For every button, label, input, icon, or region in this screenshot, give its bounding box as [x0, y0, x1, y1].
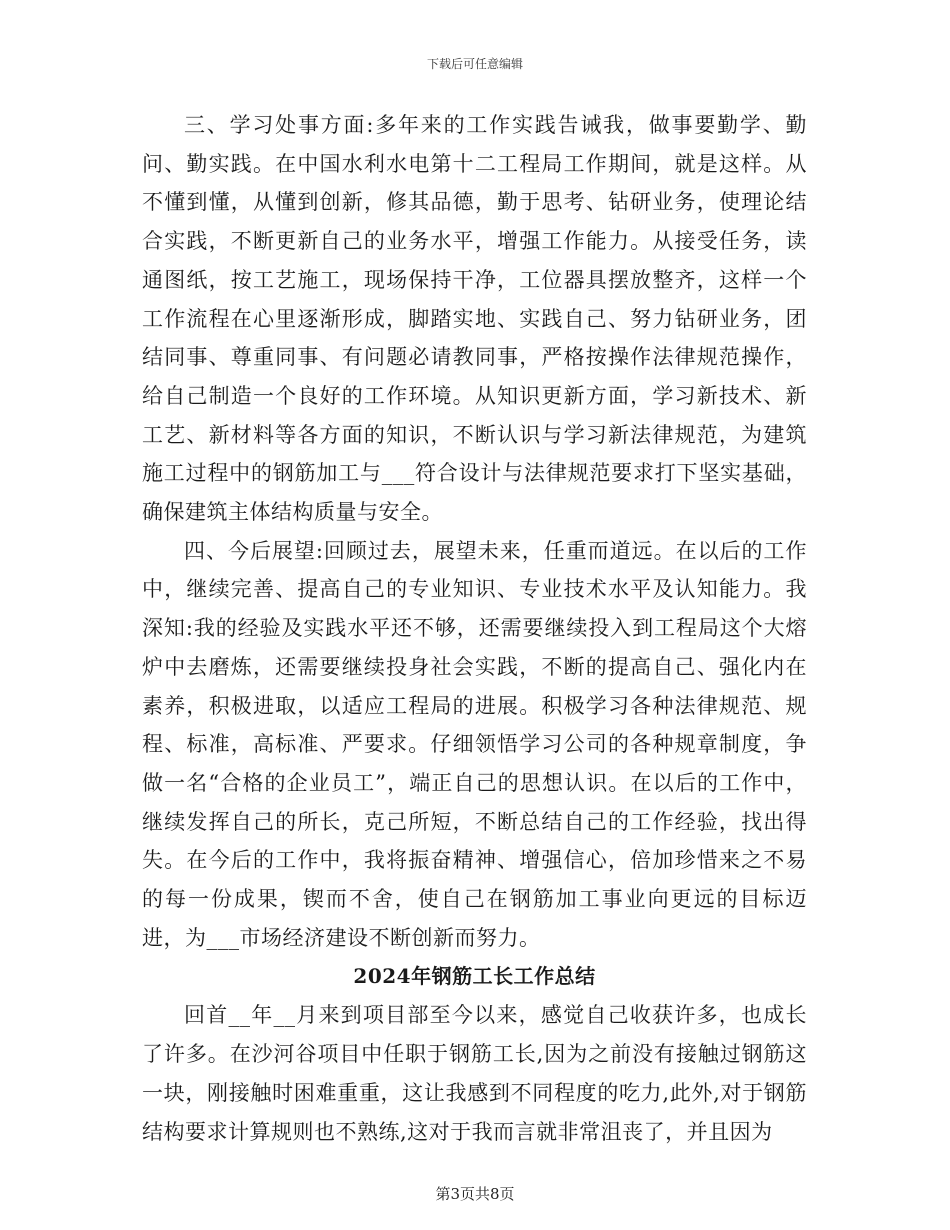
paragraph-future-outlook: 四、今后展望:回顾过去，展望未来，任重而道远。在以后的工作中，继续完善、提高自己的专业知识、专业技术水平及认知能力。我深知:我的经验及实践水平还不够，还需要继续投入到工程局这个大熔炉中去磨炼，还需要继续投身社会实践，不断的提高自己、强化内在素养，积极进取，以适应工程局的进展。积极学习各种法律规范、规程、标准，高标准、严要求。仔细领悟学习公司的各种规章制度，争做一名“合格的企业员工”，端正自己的思想认识。在以后的工作中，继续发挥自己的所长，克己所短，不断总结自己的工作经验，找出得失。在今后的工作中，我将振奋精神、增强信心，倍加珍惜来之不易的每一份成果，锲而不舍，使自己在钢筋加工事业向更远的目标迈进，为___市场经济建设不断创新而努力。: [142, 538, 807, 950]
document-body: [142, 106, 807, 1151]
paragraph-summary-intro: 回首__年__月来到项目部至今以来，感觉自己收获许多，也成长了许多。在沙河谷项目中任职于钢筋工长,因为之前没有接触过钢筋这一块，刚接触时困难重重，这让我感到不同程度的吃力,此外,对于钢筋结构要求计算规则也不熟练,这对于我而言就非常沮丧了，并且因为: [142, 1003, 807, 1144]
section-title: 2024年钢筋工长工作总结: [353, 964, 596, 989]
paragraph-study-conduct: 三、学习处事方面:多年来的工作实践告诫我，做事要勤学、勤问、勤实践。在中国水利水电第十二工程局工作期间，就是这样。从不懂到懂，从懂到创新，修其品德，勤于思考、钻研业务，使理论结合实践，不断更新自己的业务水平，增强工作能力。从接受任务，读通图纸，按工艺施工，现场保持干净，工位器具摆放整齐，这样一个工作流程在心里逐渐形成，脚踏实地、实践自己、努力钻研业务，团结同事、尊重同事、有问题必请教同事，严格按操作法律规范操作，给自己制造一个良好的工作环境。从知识更新方面，学习新技术、新工艺、新材料等各方面的知识，不断认识与学习新法律规范，为建筑施工过程中的钢筋加工与___符合设计与法律规范要求打下坚实基础，确保建筑主体结构质量与安全。: [142, 113, 807, 525]
page-header: 下载后可任意编辑: [426, 57, 523, 71]
page-footer: 第3页共8页: [435, 1185, 515, 1203]
